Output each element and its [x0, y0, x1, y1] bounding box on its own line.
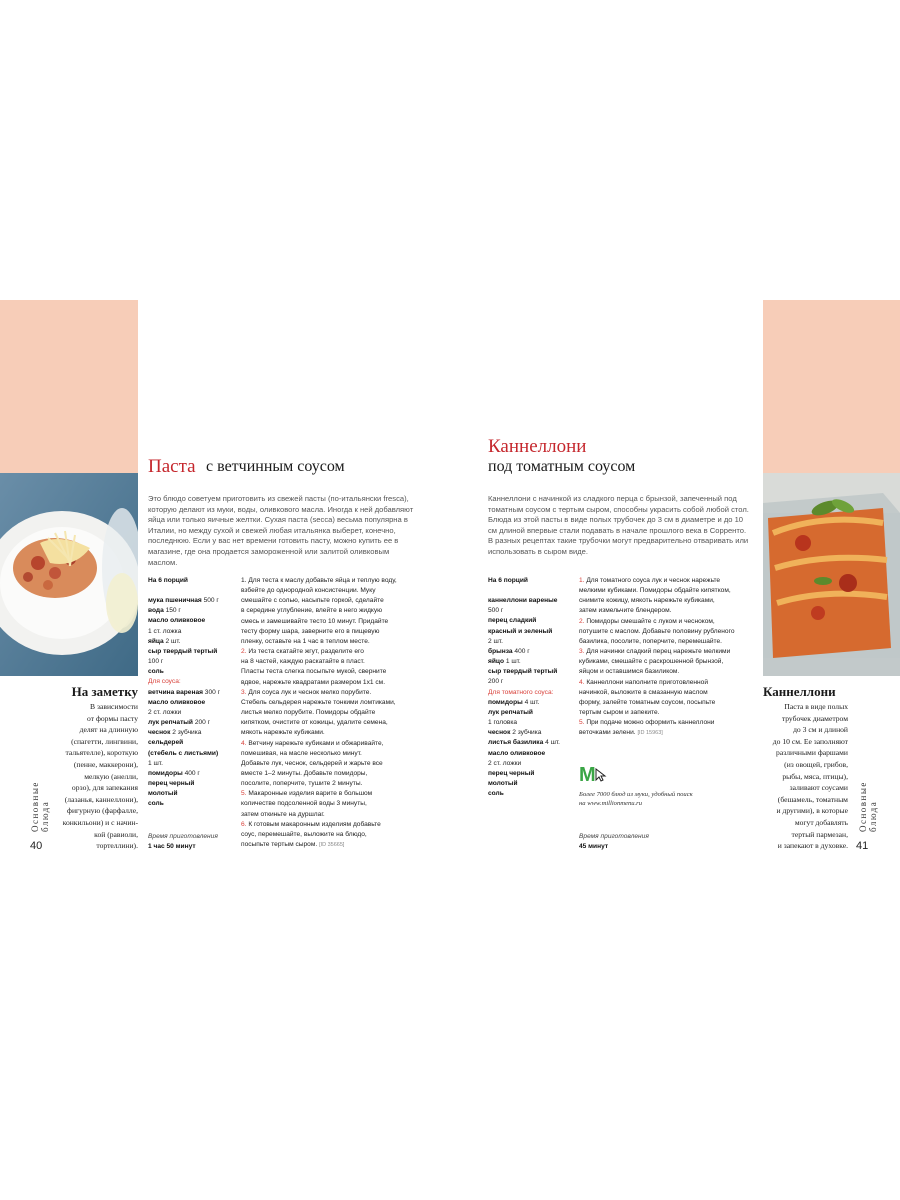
left-step-line: тесту форму шара, заверните его в пищевую: [241, 627, 380, 635]
right-ingredient: красный и зеленый: [488, 627, 553, 635]
right-step-line: мелкими кубиками. Помидоры обдайте кипятком,: [579, 587, 731, 595]
left-step-line: листья мелко порубите. Помидоры обдайте: [241, 709, 376, 717]
left-title-red: Паста: [148, 456, 196, 477]
left-ingredient: 100 г: [148, 658, 164, 666]
left-step-line: смешайте с солью, насыпьте горкой, сделайте: [241, 597, 384, 605]
left-step-line: в середине углубление, влейте в него жидкую: [241, 607, 383, 615]
right-step-line: 2. Помидоры смешайте с луком и чесноком,: [579, 617, 715, 625]
left-peach-block: [0, 300, 138, 473]
right-step-line: потушите с маслом. Добавьте половину рубленого: [579, 627, 735, 635]
left-ingredient: соль: [148, 668, 164, 676]
left-time-value: 1 час 50 минут: [148, 843, 196, 851]
right-step-line: яйцом и оставшимся базиликом.: [579, 668, 680, 676]
right-recipe-id: [ID 15963]: [637, 730, 663, 737]
right-time-value: 45 минут: [579, 843, 609, 851]
left-sauce-ingredient: лук репчатый 200 г: [148, 719, 211, 727]
left-time-label: Время приготовления: [148, 833, 218, 840]
left-note-body: В зависимости от формы пасту делят на длинную (спагетти, лингвини, тальятелле), короткую (пенне, маккерони), мелкую (анелли, орзо), для запекания (лазанья, каннеллони), фигурную (фарфалле, конкильони) и с начин- кой (равиоли, тортеллини).: [62, 702, 138, 851]
left-step-line: 4. Ветчину нарежьте кубиками и обжаривайте,: [241, 739, 384, 747]
left-step-line: кипятком, очистите от кожицы, удалите семена,: [241, 719, 388, 727]
right-sauce-ingredient: 1 головка: [488, 719, 518, 727]
left-step-line: смесь и замешивайте тесто 10 минут. Придайте: [241, 617, 389, 625]
right-note-body: Паста в виде полых трубочек диаметром до 3 см и длиной до 10 см. Ее заполняют различными фаршами (из овощей, грибов, рыбы, мяса, птицы), заливают соусами (бешамель, томатным и другими), в которые могут добавлять тертый пармезан, и запекают в духовке.: [772, 702, 848, 851]
right-step-line: веточками зелени. [ID 15963]: [579, 729, 663, 737]
left-sauce-ingredient: 2 ст. ложки: [148, 708, 182, 716]
left-sauce-heading: Для соуса:: [148, 678, 181, 686]
right-step-line: базилика, посолите, поперчите, перемешайте.: [579, 637, 723, 645]
right-step-line: форму, залейте томатным соусом, посыпьте: [579, 698, 716, 706]
right-photo-cannelloni: [763, 473, 900, 676]
left-steps-column: [241, 576, 421, 850]
right-sauce-heading: Для томатного соуса:: [488, 688, 554, 696]
left-sauce-ingredient: (стебель с листьями): [148, 749, 219, 757]
left-section-label: Основные блюда: [30, 781, 50, 832]
left-step-line: взбейте до однородной консистенции. Муку: [241, 587, 376, 595]
left-time-block: [148, 832, 218, 852]
left-step-line: Пласты теста слегка посыпьте мукой, сверните: [241, 668, 387, 676]
left-ingredient: яйца 2 шт.: [148, 637, 181, 645]
right-sauce-ingredient: молотый: [488, 779, 518, 787]
right-sauce-ingredient: листья базилика 4 шт.: [488, 739, 560, 747]
right-sauce-ingredient: масло оливковое: [488, 749, 546, 757]
left-step-line: посыпьте тертым сыром. [ID 35665]: [241, 841, 345, 849]
right-step-line: 5. При подаче можно оформить каннеллони: [579, 719, 715, 727]
right-sauce-ingredient: лук репчатый: [488, 708, 533, 716]
left-note-title: На заметку: [71, 684, 138, 699]
right-step-line: затем измельчите блендером.: [579, 607, 672, 615]
right-ingredient: сыр твердый тертый: [488, 668, 558, 676]
left-sauce-ingredient: 1 шт.: [148, 759, 163, 767]
right-title-red: Каннеллони: [488, 436, 587, 457]
right-section-label: Основные блюда: [858, 781, 878, 832]
right-time-block: [579, 832, 649, 852]
left-step-line: на 8 частей, каждую раскатайте в пласт.: [241, 658, 365, 666]
left-page-number: 40: [30, 840, 43, 852]
left-step-line: помешивая, на масле несколько минут.: [241, 749, 362, 757]
right-step-line: кубиками, смешайте с раскрошенной брынзой,: [579, 658, 724, 666]
left-step-line: пленку, оставьте на 1 час в теплом месте.: [241, 637, 370, 645]
left-step-line: соус, перемешайте, выложите на блюдо,: [241, 830, 367, 838]
left-sauce-ingredient: соль: [148, 800, 164, 808]
promo-text: Более 7000 блюд из муки, удобный поиск на www.millionmenu.ru: [579, 791, 693, 807]
left-step-line: вместе 1–2 минуты. Добавьте помидоры,: [241, 769, 368, 777]
right-ingredient: каннеллони вареные: [488, 597, 558, 605]
right-sauce-ingredient: чеснок 2 зубчика: [488, 729, 542, 737]
left-photo-pasta: [0, 473, 138, 676]
left-sauce-ingredient: масло оливковое: [148, 698, 206, 706]
left-step-line: 2. Из теста скатайте жгут, разделите его: [241, 648, 364, 656]
left-step-line: 3. Для соуса лук и чеснок мелко порубите.: [241, 688, 372, 696]
right-ingredient: брынза 400 г: [488, 647, 530, 655]
right-ingredient: 2 шт.: [488, 637, 503, 645]
left-step-line: мякоть нарежьте кубиками.: [241, 729, 325, 737]
right-title-rest: под томатным соусом: [488, 458, 636, 475]
right-ingredients-column: [488, 576, 576, 799]
left-step-line: 5. Макаронные изделия варите в большом: [241, 790, 373, 798]
left-ingredient: вода 150 г: [148, 607, 181, 615]
left-sauce-ingredient: молотый: [148, 790, 178, 798]
right-ingredient: перец сладкий: [488, 617, 537, 625]
right-portions: На 6 порций: [488, 577, 528, 584]
left-recipe-id: [ID 35665]: [319, 842, 345, 849]
left-step-line: Добавьте лук, чеснок, сельдерей и жарьте все: [241, 759, 383, 767]
left-sauce-ingredient: чеснок 2 зубчика: [148, 729, 202, 737]
left-ingredients-column: [148, 576, 236, 809]
right-ingredient: 500 г: [488, 607, 504, 615]
right-steps-column: [579, 576, 759, 739]
left-sauce-ingredient: помидоры 400 г: [148, 769, 200, 777]
right-step-line: тертым сыром и запеките.: [579, 709, 660, 717]
cursor-icon: [595, 768, 607, 782]
right-sauce-ingredient: 2 ст. ложки: [488, 759, 522, 767]
right-page-number: 41: [856, 840, 869, 852]
right-sauce-ingredient: соль: [488, 790, 504, 798]
left-ingredient: мука пшеничная 500 г: [148, 597, 219, 605]
right-sauce-ingredient: перец черный: [488, 769, 535, 777]
right-ingredient: 200 г: [488, 678, 504, 686]
left-step-line: 1. Для теста к маслу добавьте яйца и теплую воду,: [241, 577, 397, 584]
right-step-line: снимите кожицу, мякоть нарежьте кубиками,: [579, 597, 715, 605]
right-time-label: Время приготовления: [579, 833, 649, 840]
left-intro: Это блюдо советуем приготовить из свежей пасты (по-итальянски fresca), которую делают из муки, воды, оливкового масла. Иногда к ней добавляют яйца или только яичные желтки. Сухая паста (secca) весьма популярна в Италии, но между сухой и свежей любая итальянка выберет, конечно, последнюю. Если у вас нет времени готовить пасту, можно купить ее в магазине, где она продается замороженной или залитой оливковым маслом.: [148, 494, 414, 567]
left-step-line: затем откиньте на дуршлаг.: [241, 810, 325, 818]
left-step-line: количестве подсоленной воды 3 минуты,: [241, 800, 367, 808]
right-intro: Каннеллони с начинкой из сладкого перца с брынзой, запеченный под томатным соусом с тертым сыром, способны украсить собой любой стол. Блюда из этой пасты в виде полых трубочек до 3 см в диаметре и до 10 см длиной впервые стали подавать в начале прошлого века в Сорренто. В разных рецептах такие трубочки могут предварительно отваривать или использовать в сыром виде.: [488, 494, 749, 556]
left-portions: На 6 порций: [148, 577, 188, 584]
left-sauce-ingredient: сельдерей: [148, 739, 184, 747]
right-step-line: 1. Для томатного соуса лук и чеснок нарежьте: [579, 577, 721, 584]
left-step-line: посолите, поперчите, тушите 2 минуты.: [241, 780, 363, 788]
left-title-rest: с ветчинным соусом: [202, 458, 345, 475]
right-step-line: 3. Для начинки сладкий перец нарежьте мелкими: [579, 648, 731, 656]
left-step-line: 6. К готовым макаронным изделиям добавьте: [241, 820, 381, 828]
left-ingredient: сыр твердый тертый: [148, 647, 218, 655]
right-ingredient: яйцо 1 шт.: [488, 658, 521, 666]
left-ingredient: 1 ст. ложка: [148, 627, 182, 635]
right-step-line: начинкой, выложите в смазанную маслом: [579, 688, 708, 696]
right-sauce-ingredient: помидоры 4 шт.: [488, 698, 540, 706]
right-peach-block: [763, 300, 900, 473]
left-ingredient: масло оливковое: [148, 617, 206, 625]
promo-logo: M: [579, 764, 607, 786]
right-step-line: 4. Каннеллони наполните приготовленной: [579, 678, 708, 686]
right-note-title: Каннеллони: [763, 684, 836, 699]
left-step-line: вдвое, нарежьте квадратами размером 1х1 см.: [241, 678, 386, 686]
left-sauce-ingredient: перец черный: [148, 779, 195, 787]
left-sauce-ingredient: ветчина вареная 300 г: [148, 688, 221, 696]
left-step-line: Стебель сельдерея нарежьте тонкими ломтиками,: [241, 698, 396, 706]
